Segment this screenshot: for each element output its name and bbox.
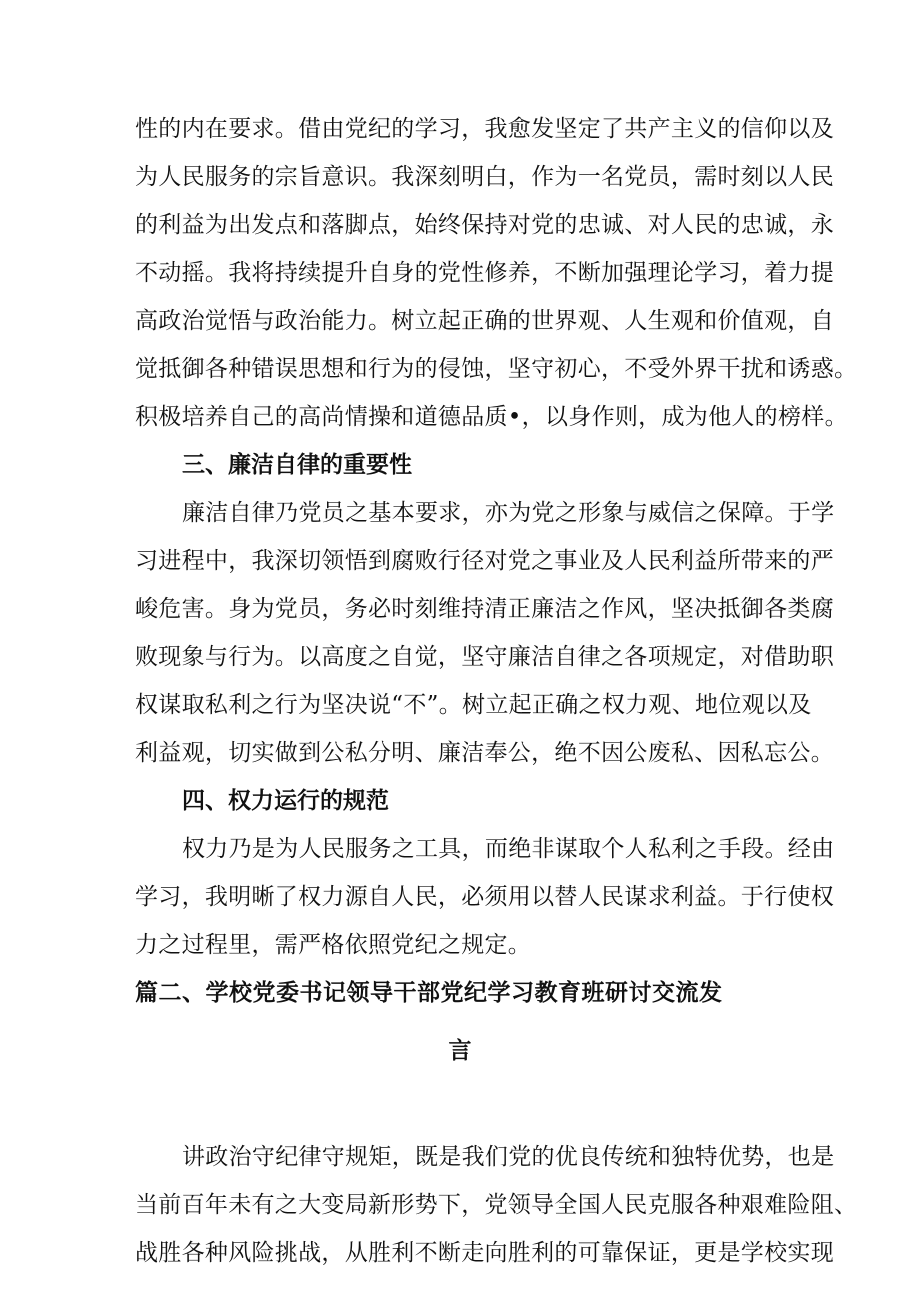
part-title-continued: 言 <box>448 1038 472 1064</box>
paragraph-line: 高政治觉悟与政治能力。树立起正确的世界观、人生观和价值观，自 <box>135 308 834 334</box>
section-heading-3: 三、廉洁自律的重要性 <box>182 452 412 478</box>
paragraph-line: 败现象与行为。以高度之自觉，坚守廉洁自律之各项规定，对借助职 <box>135 644 834 670</box>
paragraph-line: 为人民服务的宗旨意识。我深刻明白，作为一名党员，需时刻以人民 <box>135 164 834 190</box>
paragraph-line: 的利益为出发点和落脚点，始终保持对党的忠诚、对人民的忠诚，永 <box>135 212 834 238</box>
paragraph-line: 性的内在要求。借由党纪的学习，我愈发坚定了共产主义的信仰以及 <box>135 116 834 142</box>
part-title: 篇二、学校党委书记领导干部党纪学习教育班研讨交流发 <box>135 980 723 1006</box>
paragraph-line: 学习，我明晰了权力源自人民，必须用以替人民谋求利益。于行使权 <box>135 884 834 910</box>
paragraph-line: 当前百年未有之大变局新形势下，党领导全国人民克服各种艰难险阻、 <box>135 1192 858 1218</box>
section-heading-4: 四、权力运行的规范 <box>182 788 389 814</box>
paragraph-line: 不动摇。我将持续提升自身的党性修养，不断加强理论学习，着力提 <box>135 260 834 286</box>
paragraph-line: 觉抵御各种错误思想和行为的侵蚀，坚守初心，不受外界干扰和诱惑。 <box>135 356 858 382</box>
paragraph-line: 权谋取私利之行为坚决说“不”。树立起正确之权力观、地位观以及 <box>135 692 812 718</box>
paragraph-first-line: 讲政治守纪律守规矩，既是我们党的优良传统和独特优势，也是 <box>182 1144 835 1170</box>
paragraph-line: 利益观，切实做到公私分明、廉洁奉公，绝不因公废私、因私忘公。 <box>135 740 834 766</box>
paragraph-first-line: 廉洁自律乃党员之基本要求，亦为党之形象与威信之保障。于学 <box>182 500 835 526</box>
paragraph-line: 积极培养自己的高尚情操和道德品质•，以身作则，成为他人的榜样。 <box>135 404 848 430</box>
paragraph-line: 习进程中，我深切领悟到腐败行径对党之事业及人民利益所带来的严 <box>135 548 834 574</box>
paragraph-first-line: 权力乃是为人民服务之工具，而绝非谋取个人私利之手段。经由 <box>182 836 835 862</box>
paragraph-line: 战胜各种风险挑战，从胜利不断走向胜利的可靠保证，更是学校实现 <box>135 1240 834 1266</box>
paragraph-line: 力之过程里，需严格依照党纪之规定。 <box>135 932 532 958</box>
paragraph-line: 峻危害。身为党员，务必时刻维持清正廉洁之作风，坚决抵御各类腐 <box>135 596 834 622</box>
